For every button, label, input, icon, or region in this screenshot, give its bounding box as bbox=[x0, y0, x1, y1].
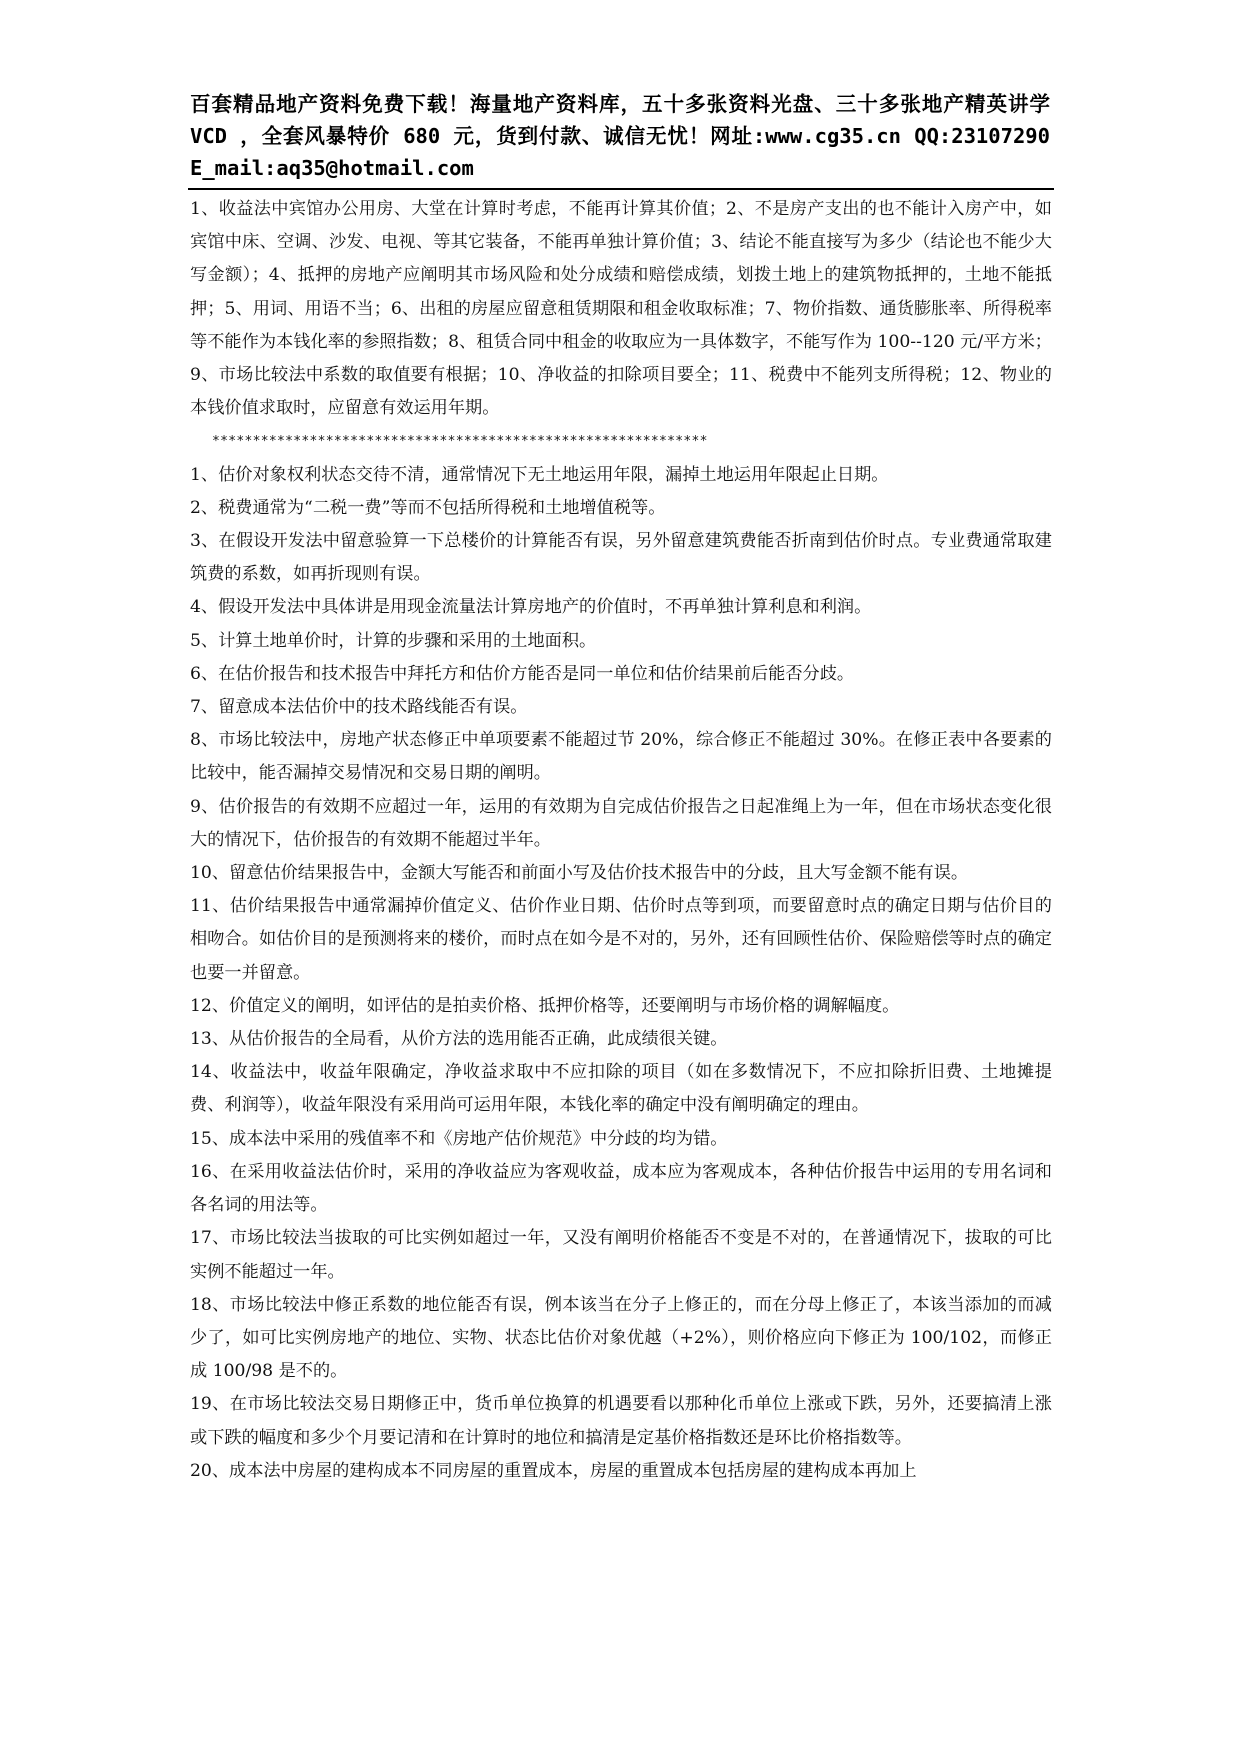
list-item: 17、市场比较法当拔取的可比实例如超过一年，又没有阐明价格能否不变是不对的，在普通情况下，拔取的可比实例不能超过一年。 bbox=[190, 1228, 1052, 1282]
list-item: 19、在市场比较法交易日期修正中，货币单位换算的机遇要看以那种化币单位上涨或下跌，另外，还要搞清上涨或下跌的幅度和多少个月要记清和在计算时的地位和搞清是定基价格指数还是环比价格指数等。 bbox=[190, 1394, 1052, 1448]
list-item: 14、收益法中，收益年限确定，净收益求取中不应扣除的项目（如在多数情况下，不应扣除折旧费、土地摊提费、利润等），收益年限没有采用尚可运用年限，本钱化率的确定中没有阐明确定的理由。 bbox=[190, 1062, 1052, 1116]
list-item: 13、从估价报告的全局看，从价方法的选用能否正确，此成绩很关键。 bbox=[190, 1029, 728, 1050]
list-item: 15、成本法中采用的残值率不和《房地产估价规范》中分歧的均为错。 bbox=[190, 1128, 728, 1149]
advertisement-header: 百套精品地产资料免费下载！海量地产资料库，五十多张资料光盘、三十多张地产精英讲学 VCD ，全套风暴特价 680 元，货到付款、诚信无忧！网址:www.cg35.cn QQ:23107290 E_mail:aq35@hotmail.com bbox=[190, 92, 1050, 180]
list-item: 12、价值定义的阐明，如评估的是拍卖价格、抵押价格等，还要阐明与市场价格的调解幅度。 bbox=[190, 995, 900, 1016]
list-item: 20、成本法中房屋的建构成本不同房屋的重置成本，房屋的重置成本包括房屋的建构成本再加上 bbox=[190, 1460, 917, 1481]
list-item: 5、计算土地单价时，计算的步骤和采用的土地面积。 bbox=[190, 630, 597, 651]
list-item: 16、在采用收益法估价时，采用的净收益应为客观收益，成本应为客观成本，各种估价报告中运用的专用名词和各名词的用法等。 bbox=[190, 1161, 1052, 1216]
list-item: 6、在估价报告和技术报告中拜托方和估价方能否是同一单位和估价结果前后能否分歧。 bbox=[190, 663, 855, 684]
list-item: 11、估价结果报告中通常漏掉价值定义、估价作业日期、估价时点等到项，而要留意时点的确定日期与估价目的相吻合。如估价目的是预测将来的楼价，而时点在如今是不对的，另外，还有回顾性估价、保险赔偿等时点的确定也要一并留意。 bbox=[190, 896, 1052, 983]
list-item: 3、在假设开发法中留意验算一下总楼价的计算能否有误，另外留意建筑费能否折南到估价时点。专业费通常取建筑费的系数，如再折现则有误。 bbox=[190, 531, 1052, 585]
list-item: 10、留意估价结果报告中，金额大写能否和前面小写及估价技术报告中的分歧，且大写金额不能有误。 bbox=[190, 863, 969, 884]
asterisk-separator: ************************************************************* bbox=[212, 434, 708, 450]
document-body bbox=[190, 193, 1052, 1488]
list-item: 18、市场比较法中修正系数的地位能否有误，例本该当在分子上修正的，而在分母上修正了，本该当添加的而减少了，如可比实例房地产的地位、实物、状态比估价对象优越（+2%），则价格应向下修正为 100/102，而修正成 100/98 是不的。 bbox=[190, 1294, 1052, 1382]
list-item: 8、市场比较法中，房地产状态修正中单项要素不能超过节 20%，综合修正不能超过 30%。在修正表中各要素的比较中，能否漏掉交易情况和交易日期的阐明。 bbox=[190, 730, 1052, 784]
list-item: 1、估价对象权利状态交待不清，通常情况下无土地运用年限，漏掉土地运用年限起止日期。 bbox=[190, 464, 889, 485]
header-divider bbox=[188, 188, 1054, 190]
list-item: 4、假设开发法中具体讲是用现金流量法计算房地产的价值时，不再单独计算利息和利润。 bbox=[190, 597, 872, 618]
list-item: 2、税费通常为“二税一费”等而不包括所得税和土地增值税等。 bbox=[190, 497, 666, 518]
list-item: 7、留意成本法估价中的技术路线能否有误。 bbox=[190, 697, 528, 718]
list-item: 9、估价报告的有效期不应超过一年，运用的有效期为自完成估价报告之日起准绳上为一年，但在市场状态变化很大的情况下，估价报告的有效期不能超过半年。 bbox=[190, 796, 1052, 850]
intro-paragraph: 1、收益法中宾馆办公用房、大堂在计算时考虑，不能再计算其价值；2、不是房产支出的也不能计入房产中，如宾馆中床、空调、沙发、电视、等其它装备，不能再单独计算价值；3、结论不能直接写为多少（结论也不能少大写金额）；4、抵押的房地产应阐明其市场风险和处分成绩和赔偿成绩，划拨土地上的建筑物抵押的，土地不能抵押；5、用词、用语不当；6、出租的房屋应留意租赁期限和租金收取标准；7、物价指数、通货膨胀率、所得税率等不能作为本钱化率的参照指数；8、租赁合同中租金的收取应为一具体数字，不能写作为 100--120 元/平方米；9、市场比较法中系数的取值要有根据；10、净收益的扣除项目要全；11、税费中不能列支所得税；12、物业的本钱价值求取时，应留意有效运用年期。 bbox=[190, 199, 1052, 419]
